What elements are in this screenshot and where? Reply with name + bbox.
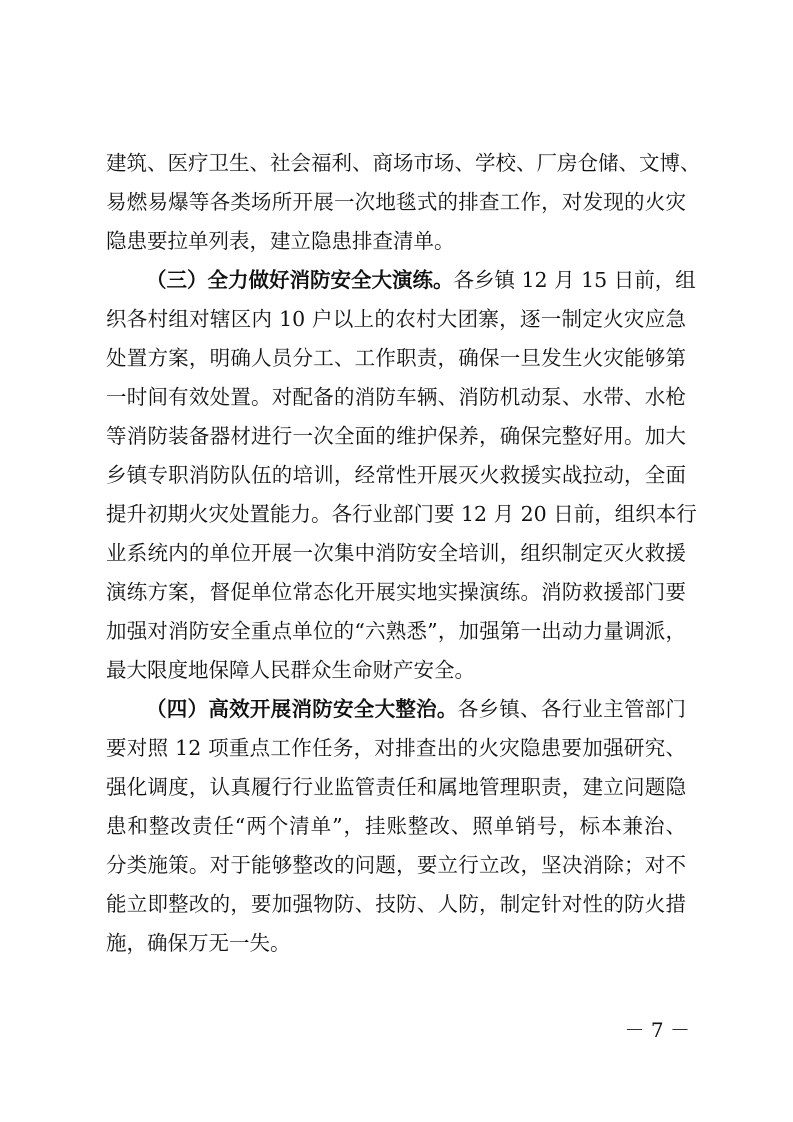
section-4-line: 患和整改责任“两个清单”，挂账整改、照单销号，标本兼治、 — [106, 814, 686, 838]
paragraph-line: 建筑、医疗卫生、社会福利、商场市场、学校、厂房仓储、文博、 — [106, 151, 701, 175]
section-4-line: 能立即整改的，要加强物防、技防、人防，制定针对性的防火措 — [106, 892, 686, 916]
section-3-line: 织各村组对辖区内 10 户以上的农村大团寨，逐一制定火灾应急 — [106, 307, 686, 331]
section-3-heading: （三）全力做好消防安全大演练。 — [146, 268, 454, 292]
section-4-line: 施，确保万无一失。 — [106, 931, 291, 955]
section-3-first-line — [146, 263, 696, 297]
section-4-line: 要对照 12 项重点工作任务，对排查出的火灾隐患要加强研究、 — [106, 736, 686, 760]
section-3-line: 加强对消防安全重点单位的“六熟悉”，加强第一出动力量调派， — [106, 619, 686, 643]
section-3-line: 提升初期火灾处置能力。各行业部门要 12 月 20 日前，组织本行 — [106, 502, 697, 526]
section-4-line: 分类施策。对于能够整改的问题，要立行立改，坚决消除；对不 — [106, 853, 686, 877]
paragraph-line: 易燃易爆等各类场所开展一次地毯式的排查工作，对发现的火灾 — [106, 190, 686, 214]
section-4-heading: （四）高效开展消防安全大整治。 — [146, 697, 458, 721]
section-3-line: 演练方案，督促单位常态化开展实地实操演练。消防救援部门要 — [106, 580, 686, 604]
section-3-line: 最大限度地保障人民群众生命财产安全。 — [106, 658, 475, 682]
paragraph-line: 隐患要拉单列表，建立隐患排查清单。 — [106, 229, 455, 253]
section-3-line: 一时间有效处置。对配备的消防车辆、消防机动泵、水带、水枪 — [106, 385, 686, 409]
section-4-line: 各乡镇、各行业主管部门 — [457, 697, 687, 721]
section-3-line: 业系统内的单位开展一次集中消防安全培训，组织制定灭火救援 — [106, 541, 686, 565]
section-3-line: 乡镇专职消防队伍的培训，经常性开展灭火救援实战拉动，全面 — [106, 463, 686, 487]
section-3-line: 各乡镇 12 月 15 日前，组 — [453, 268, 696, 292]
section-4-line: 强化调度，认真履行行业监管责任和属地管理职责，建立问题隐 — [106, 775, 686, 799]
page-number: － 7 － — [624, 1018, 690, 1042]
section-4-first-line — [146, 692, 686, 726]
section-3-line: 等消防装备器材进行一次全面的维护保养，确保完整好用。加大 — [106, 424, 686, 448]
section-3-line: 处置方案，明确人员分工、工作职责，确保一旦发生火灾能够第 — [106, 346, 686, 370]
